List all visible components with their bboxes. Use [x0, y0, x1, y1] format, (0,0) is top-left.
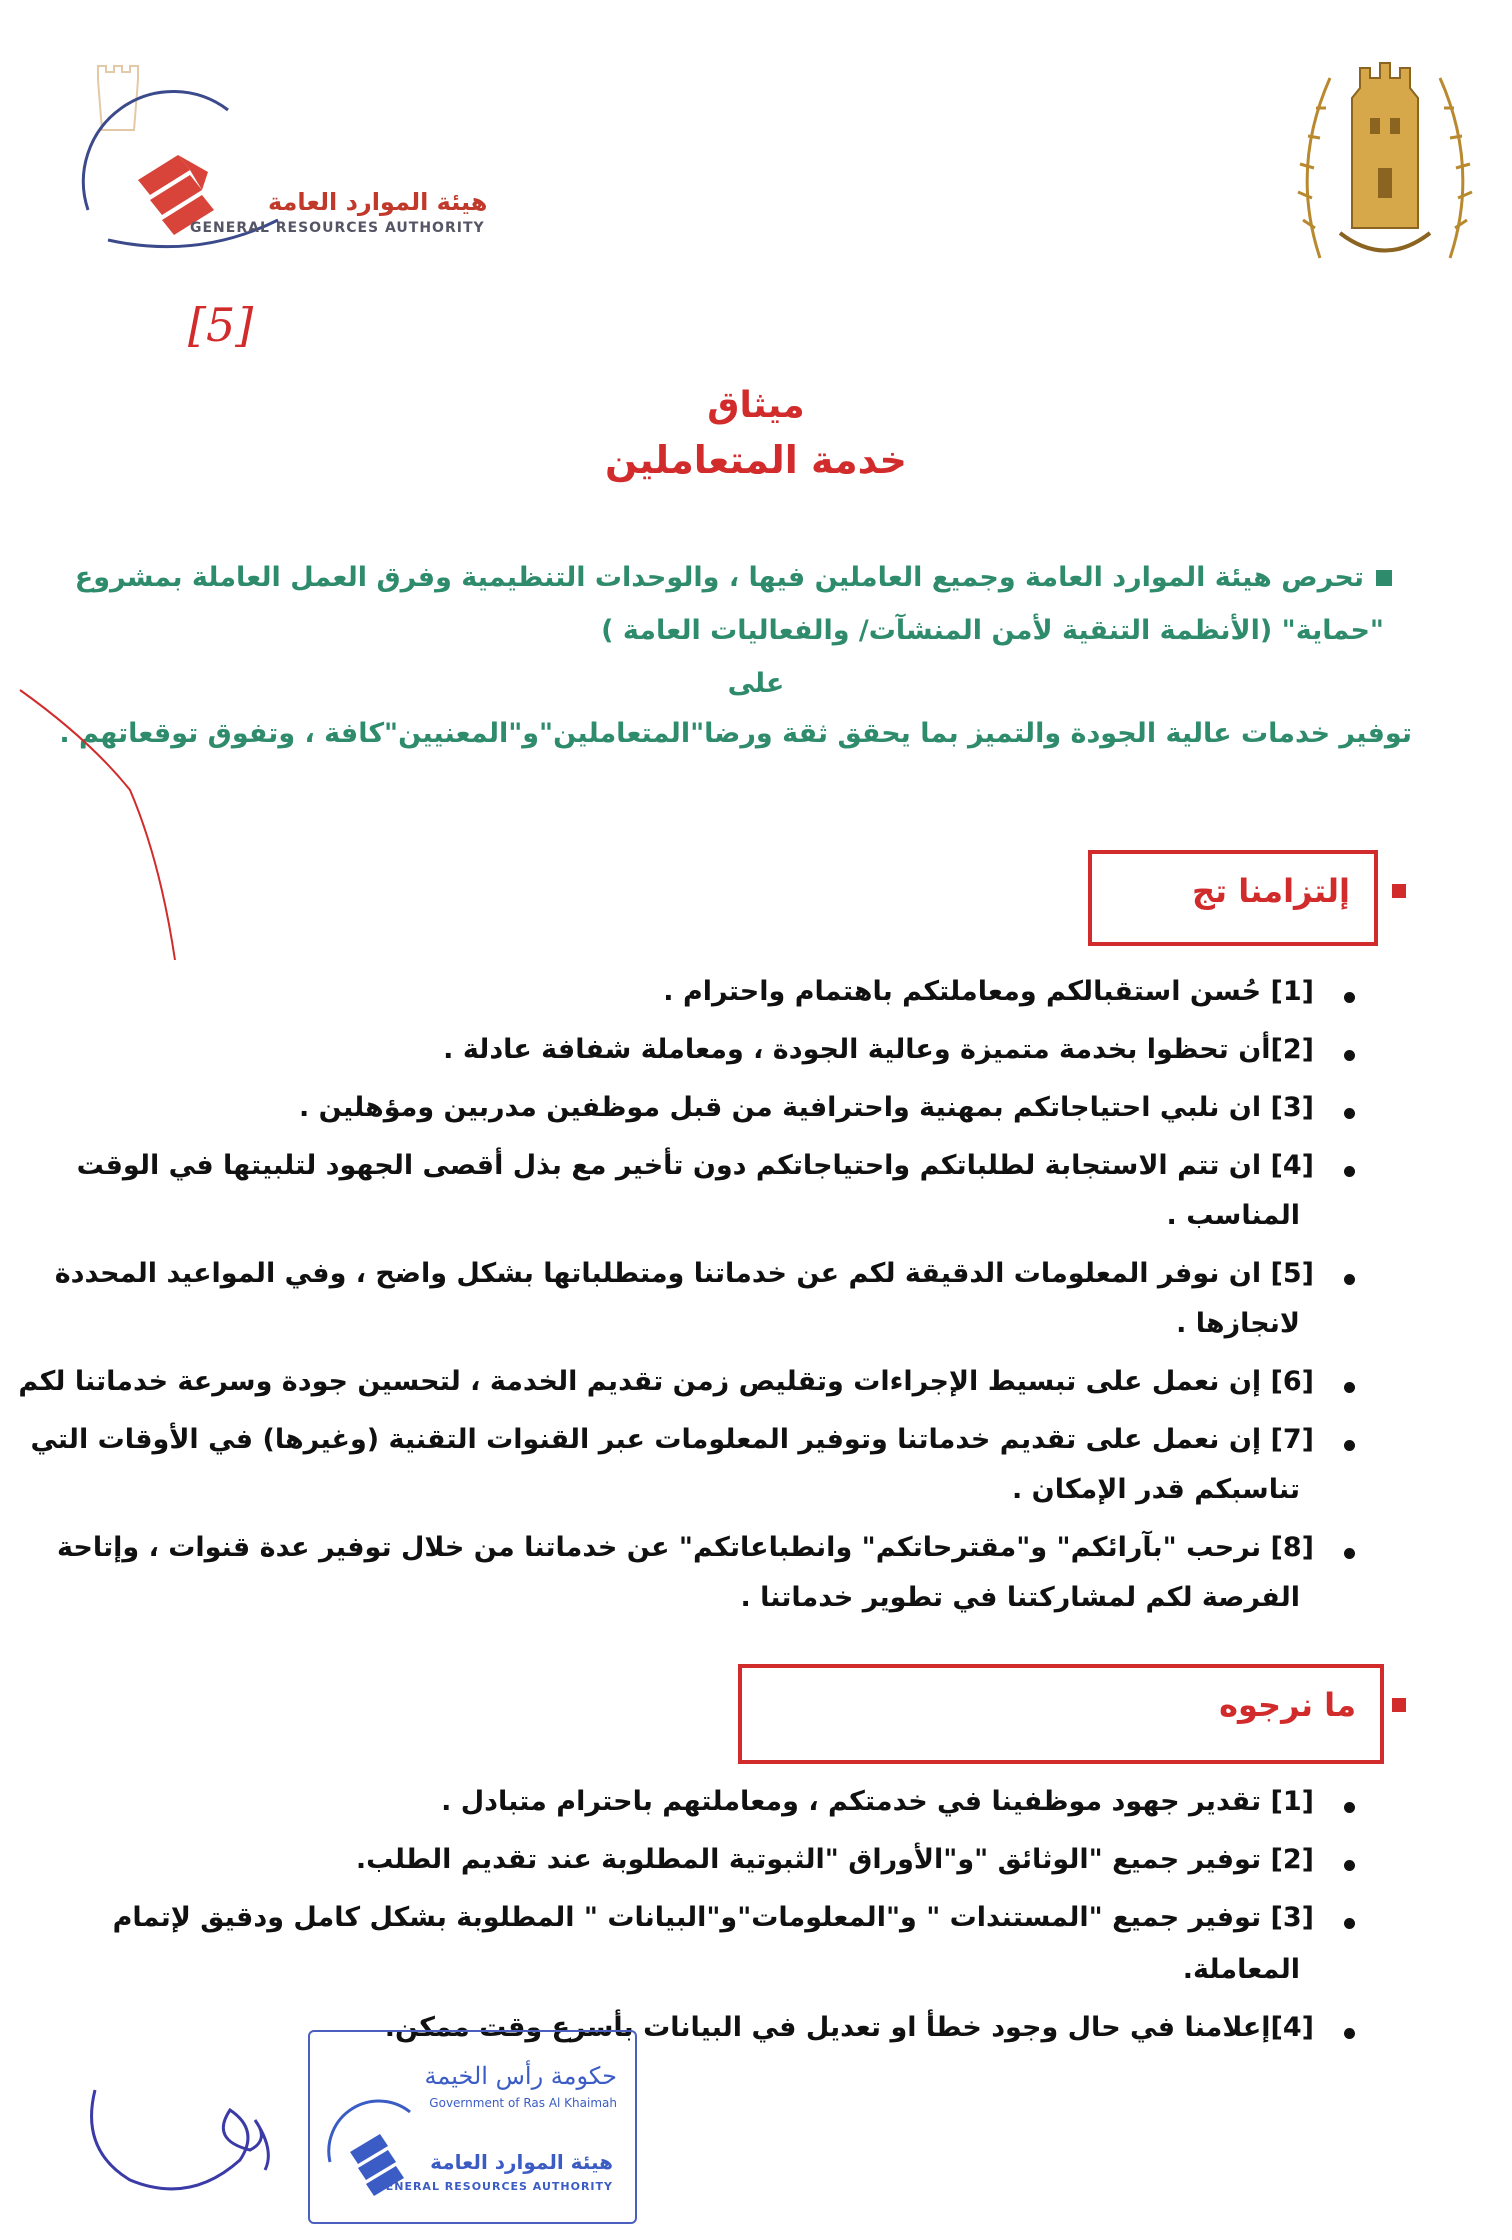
intro-line-2: "حماية" (الأنظمة التنقية لأمن المنشآت/ والفعاليات العامة ): [601, 615, 1384, 646]
bullet-dot: [1344, 2028, 1355, 2039]
list-item-line: المناسب .: [1166, 1200, 1300, 1231]
list-item-line: [3] توفير جميع "المستندات " و"المعلومات"و"البيانات " المطلوبة بشكل كامل ودقيق لإتمام: [112, 1902, 1314, 1933]
bullet-dot: [1344, 992, 1355, 1003]
gra-logo-arabic: هيئة الموارد العامة: [268, 188, 488, 216]
official-stamp: [308, 2030, 637, 2224]
stamp-government-english: Government of Ras Al Khaimah: [429, 2096, 617, 2110]
list-item-line: [2] توفير جميع "الوثائق "و"الأوراق "الثبوتية المطلوبة عند تقديم الطلب.: [355, 1844, 1314, 1875]
list-item-line: [7] إن نعمل على تقديم خدماتنا وتوفير المعلومات عبر القنوات التقنية (وغيرها) في الأوقات التي: [30, 1424, 1314, 1455]
list-item-line: [5] ان نوفر المعلومات الدقيقة لكم عن خدماتنا ومتطلباتها بشكل واضح ، وفي المواعيد المحددة: [54, 1258, 1314, 1289]
bullet-dot: [1344, 1166, 1355, 1177]
stamp-authority-arabic: هيئة الموارد العامة: [430, 2150, 613, 2174]
commitment-heading: [1088, 850, 1378, 946]
list-item-line: [8] نرحب "بآرائكم" و"مقترحاتكم" وانطباعاتكم" عن خدماتنا من خلال توفير عدة قنوات ، وإتاحة: [57, 1532, 1314, 1563]
intro-line-3: على: [727, 668, 785, 699]
document-title: ميثاق: [707, 385, 805, 426]
stamp-authority-english: GENERAL RESOURCES AUTHORITY: [375, 2180, 613, 2193]
commitment-bullet: [1392, 884, 1406, 898]
bullet-dot: [1344, 1382, 1355, 1393]
list-item-line: [6] إن نعمل على تبسيط الإجراءات وتقليص زمن تقديم الخدمة ، لتحسين جودة وسرعة خدماتنا لكم: [18, 1366, 1314, 1397]
page-number: [5]: [188, 298, 254, 352]
list-item-line: [1] حُسن استقبالكم ومعاملتكم باهتمام واحترام .: [663, 976, 1314, 1007]
gra-logo: [78, 60, 488, 270]
bullet-dot: [1344, 1860, 1355, 1871]
list-item-line: [4]إعلامنا في حال وجود خطأ او تعديل في البيانات بأسرع وقت ممكن.: [384, 2012, 1314, 2043]
bullet-dot: [1344, 1440, 1355, 1451]
intro-line-1: تحرص هيئة الموارد العامة وجميع العاملين فيها ، والوحدات التنظيمية وفرق العمل العاملة بمشروع: [74, 562, 1364, 593]
gra-logo-english: GENERAL RESOURCES AUTHORITY: [190, 220, 485, 236]
bullet-dot: [1344, 1108, 1355, 1119]
ras-al-khaimah-emblem-icon: [1290, 28, 1480, 288]
list-item-line: [1] تقدير جهود موظفينا في خدمتكم ، ومعاملتهم باحترام متبادل .: [441, 1786, 1314, 1817]
list-item-line: الفرصة لكم لمشاركتنا في تطوير خدماتنا .: [740, 1582, 1300, 1613]
document-subtitle: خدمة المتعاملين: [605, 438, 907, 482]
expectations-bullet: [1392, 1698, 1406, 1712]
commitment-heading-label: إلتزامنا تج: [1191, 872, 1350, 910]
bullet-dot: [1344, 1548, 1355, 1559]
list-item-line: المعاملة.: [1182, 1954, 1300, 1985]
stamp-government-arabic: حكومة رأس الخيمة: [424, 2062, 617, 2090]
expectations-heading-label: ما نرجوه: [1219, 1686, 1356, 1724]
bullet-dot: [1344, 1050, 1355, 1061]
bullet-dot: [1344, 1802, 1355, 1813]
gra-logo-mark-icon: [78, 60, 458, 270]
list-item-line: تناسبكم قدر الإمكان .: [1012, 1474, 1300, 1505]
bullet-dot: [1344, 1918, 1355, 1929]
list-item-line: [2]أن تحظوا بخدمة متميزة وعالية الجودة ، ومعاملة شفافة عادلة .: [443, 1034, 1314, 1065]
stamp-logo-icon: [320, 2092, 440, 2212]
list-item-line: [3] ان نلبي احتياجاتكم بمهنية واحترافية من قبل موظفين مدربين ومؤهلين .: [298, 1092, 1314, 1123]
intro-bullet: [1376, 570, 1392, 586]
intro-line-4: توفير خدمات عالية الجودة والتميز بما يحقق ثقة ورضا"المتعاملين"و"المعنيين"كافة ، وتفوق توقعاتهم .: [59, 718, 1412, 749]
expectations-heading: [738, 1664, 1384, 1764]
bullet-dot: [1344, 1274, 1355, 1285]
signature: [92, 2090, 269, 2189]
list-item-line: [4] ان تتم الاستجابة لطلباتكم واحتياجاتكم دون تأخير مع بذل أقصى الجهود لتلبيتها في الوقت: [76, 1150, 1314, 1181]
list-item-line: لانجازها .: [1176, 1308, 1300, 1339]
